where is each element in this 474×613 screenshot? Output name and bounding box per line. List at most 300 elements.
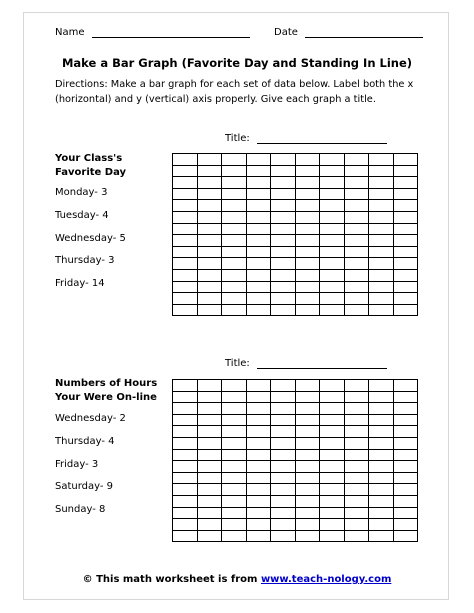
- grid-cell[interactable]: [173, 496, 198, 508]
- grid-cell[interactable]: [173, 450, 198, 462]
- grid-cell[interactable]: [369, 380, 394, 392]
- grid-cell[interactable]: [296, 258, 321, 270]
- grid-cell[interactable]: [394, 484, 419, 496]
- grid-cell[interactable]: [296, 212, 321, 224]
- grid-cell[interactable]: [369, 247, 394, 259]
- grid-cell[interactable]: [320, 282, 345, 294]
- grid-cell[interactable]: [369, 235, 394, 247]
- grid-cell[interactable]: [296, 200, 321, 212]
- grid-cell[interactable]: [247, 450, 272, 462]
- grid-cell[interactable]: [296, 305, 321, 317]
- grid-cell[interactable]: [320, 531, 345, 543]
- grid-cell[interactable]: [345, 189, 370, 201]
- grid-cell[interactable]: [394, 380, 419, 392]
- grid-cell[interactable]: [369, 508, 394, 520]
- grid-cell[interactable]: [173, 531, 198, 543]
- name-field[interactable]: [55, 27, 250, 38]
- grid-cell[interactable]: [222, 212, 247, 224]
- data-item: Thursday- 3: [55, 255, 115, 266]
- grid-cell[interactable]: [247, 438, 272, 450]
- grid-cell[interactable]: [345, 235, 370, 247]
- grid-cell[interactable]: [369, 438, 394, 450]
- grid-cell[interactable]: [345, 426, 370, 438]
- grid-cell[interactable]: [369, 392, 394, 404]
- grid-cell[interactable]: [296, 154, 321, 166]
- grid-cell[interactable]: [394, 531, 419, 543]
- grid-cell[interactable]: [394, 508, 419, 520]
- grid-cell[interactable]: [320, 438, 345, 450]
- grid-cell[interactable]: [271, 496, 296, 508]
- grid-cell[interactable]: [296, 177, 321, 189]
- grid-cell[interactable]: [271, 461, 296, 473]
- grid-cell[interactable]: [345, 438, 370, 450]
- grid-cell[interactable]: [320, 415, 345, 427]
- grid-cell[interactable]: [345, 166, 370, 178]
- grid-cell[interactable]: [394, 200, 419, 212]
- grid-cell[interactable]: [198, 200, 223, 212]
- grid-cell[interactable]: [345, 450, 370, 462]
- grid-cell[interactable]: [320, 189, 345, 201]
- grid-cell[interactable]: [247, 282, 272, 294]
- grid-cell[interactable]: [320, 450, 345, 462]
- grid-cell[interactable]: [369, 177, 394, 189]
- grid-cell[interactable]: [369, 426, 394, 438]
- grid-cell[interactable]: [394, 473, 419, 485]
- grid-cell[interactable]: [247, 154, 272, 166]
- grid-cell[interactable]: [271, 270, 296, 282]
- grid-cell[interactable]: [271, 235, 296, 247]
- grid-cell[interactable]: [173, 258, 198, 270]
- grid-cell[interactable]: [247, 508, 272, 520]
- grid-cell[interactable]: [345, 212, 370, 224]
- grid-cell[interactable]: [296, 270, 321, 282]
- grid-cell[interactable]: [271, 473, 296, 485]
- grid-cell[interactable]: [222, 235, 247, 247]
- grid-cell[interactable]: [222, 224, 247, 236]
- grid-cell[interactable]: [198, 258, 223, 270]
- grid-cell[interactable]: [271, 426, 296, 438]
- grid-cell[interactable]: [198, 426, 223, 438]
- footer-text: © This math worksheet is from: [82, 574, 261, 585]
- grid-cell[interactable]: [369, 473, 394, 485]
- grid-cell[interactable]: [296, 531, 321, 543]
- grid-cell[interactable]: [247, 531, 272, 543]
- grid-cell[interactable]: [345, 496, 370, 508]
- grid-cell[interactable]: [369, 258, 394, 270]
- grid-cell[interactable]: [345, 177, 370, 189]
- grid-cell[interactable]: [320, 519, 345, 531]
- grid-cell[interactable]: [247, 166, 272, 178]
- grid-cell[interactable]: [222, 426, 247, 438]
- grid-cell[interactable]: [320, 380, 345, 392]
- grid-cell[interactable]: [222, 293, 247, 305]
- grid-cell[interactable]: [247, 473, 272, 485]
- grid-cell[interactable]: [247, 461, 272, 473]
- grid-cell[interactable]: [198, 508, 223, 520]
- grid-cell[interactable]: [369, 415, 394, 427]
- grid-cell[interactable]: [271, 305, 296, 317]
- grid-cell[interactable]: [345, 305, 370, 317]
- grid-cell[interactable]: [222, 166, 247, 178]
- graph-grid-2[interactable]: [172, 379, 418, 542]
- grid-cell[interactable]: [271, 224, 296, 236]
- grid-cell[interactable]: [320, 212, 345, 224]
- grid-cell[interactable]: [198, 247, 223, 259]
- grid-cell[interactable]: [247, 415, 272, 427]
- grid-cell[interactable]: [320, 224, 345, 236]
- grid-cell[interactable]: [394, 426, 419, 438]
- grid-cell[interactable]: [394, 177, 419, 189]
- grid-cell[interactable]: [271, 212, 296, 224]
- grid-cell[interactable]: [222, 247, 247, 259]
- grid-cell[interactable]: [222, 200, 247, 212]
- grid-cell[interactable]: [369, 224, 394, 236]
- grid-cell[interactable]: [296, 282, 321, 294]
- grid-cell[interactable]: [296, 403, 321, 415]
- data-item: Thursday- 4: [55, 436, 115, 447]
- grid-cell[interactable]: [320, 473, 345, 485]
- grid-cell[interactable]: [173, 224, 198, 236]
- grid-cell[interactable]: [394, 154, 419, 166]
- grid-cell[interactable]: [247, 270, 272, 282]
- grid-cell[interactable]: [296, 508, 321, 520]
- grid-cell[interactable]: [369, 305, 394, 317]
- grid-cell[interactable]: [320, 154, 345, 166]
- grid-cell[interactable]: [369, 496, 394, 508]
- grid-cell[interactable]: [173, 270, 198, 282]
- grid-cell[interactable]: [320, 426, 345, 438]
- grid-cell[interactable]: [222, 438, 247, 450]
- grid-cell[interactable]: [296, 438, 321, 450]
- grid-cell[interactable]: [296, 496, 321, 508]
- grid-cell[interactable]: [369, 531, 394, 543]
- grid-cell[interactable]: [247, 426, 272, 438]
- grid-cell[interactable]: [345, 258, 370, 270]
- grid-cell[interactable]: [198, 438, 223, 450]
- grid-cell[interactable]: [247, 484, 272, 496]
- grid-cell[interactable]: [247, 189, 272, 201]
- data-heading-line: Your Class's: [55, 153, 123, 164]
- grid-cell[interactable]: [247, 258, 272, 270]
- grid-cell[interactable]: [394, 235, 419, 247]
- grid-cell[interactable]: [271, 519, 296, 531]
- grid-cell[interactable]: [222, 177, 247, 189]
- grid-cell[interactable]: [247, 496, 272, 508]
- grid-cell[interactable]: [198, 531, 223, 543]
- grid-cell[interactable]: [345, 247, 370, 259]
- grid-cell[interactable]: [198, 403, 223, 415]
- grid-cell[interactable]: [173, 282, 198, 294]
- grid-cell[interactable]: [394, 415, 419, 427]
- grid-cell[interactable]: [345, 200, 370, 212]
- grid-cell[interactable]: [198, 415, 223, 427]
- grid-cell[interactable]: [320, 166, 345, 178]
- grid-cell[interactable]: [222, 258, 247, 270]
- graph-title-blank-line[interactable]: [257, 359, 387, 369]
- grid-cell[interactable]: [222, 461, 247, 473]
- grid-cell[interactable]: [173, 212, 198, 224]
- grid-cell[interactable]: [271, 293, 296, 305]
- grid-cell[interactable]: [222, 403, 247, 415]
- grid-cell[interactable]: [198, 450, 223, 462]
- grid-cell[interactable]: [173, 166, 198, 178]
- grid-cell[interactable]: [173, 473, 198, 485]
- grid-cell[interactable]: [173, 247, 198, 259]
- grid-cell[interactable]: [222, 282, 247, 294]
- date-field[interactable]: [274, 27, 423, 38]
- grid-cell[interactable]: [222, 392, 247, 404]
- grid-cell[interactable]: [296, 484, 321, 496]
- grid-cell[interactable]: [320, 200, 345, 212]
- grid-cell[interactable]: [296, 224, 321, 236]
- grid-cell[interactable]: [296, 473, 321, 485]
- grid-cell[interactable]: [320, 177, 345, 189]
- grid-cell[interactable]: [173, 154, 198, 166]
- grid-cell[interactable]: [345, 380, 370, 392]
- grid-cell[interactable]: [394, 282, 419, 294]
- grid-cell[interactable]: [222, 154, 247, 166]
- grid-cell[interactable]: [271, 438, 296, 450]
- grid-cell[interactable]: [247, 212, 272, 224]
- grid-cell[interactable]: [320, 247, 345, 259]
- grid-cell[interactable]: [320, 508, 345, 520]
- grid-cell[interactable]: [198, 177, 223, 189]
- grid-cell[interactable]: [198, 189, 223, 201]
- grid-cell[interactable]: [369, 200, 394, 212]
- grid-cell[interactable]: [345, 403, 370, 415]
- grid-cell[interactable]: [198, 496, 223, 508]
- grid-cell[interactable]: [198, 392, 223, 404]
- grid-cell[interactable]: [296, 293, 321, 305]
- footer-link[interactable]: www.teach-nology.com: [260, 574, 392, 585]
- grid-cell[interactable]: [271, 247, 296, 259]
- grid-cell[interactable]: [394, 450, 419, 462]
- grid-cell[interactable]: [222, 484, 247, 496]
- grid-cell[interactable]: [345, 282, 370, 294]
- grid-cell[interactable]: [369, 189, 394, 201]
- grid-cell[interactable]: [394, 519, 419, 531]
- graph-title-blank-line[interactable]: [257, 134, 387, 144]
- grid-cell[interactable]: [394, 496, 419, 508]
- grid-cell[interactable]: [394, 270, 419, 282]
- grid-cell[interactable]: [247, 177, 272, 189]
- grid-cell[interactable]: [247, 247, 272, 259]
- grid-cell[interactable]: [296, 166, 321, 178]
- grid-cell[interactable]: [198, 235, 223, 247]
- grid-cell[interactable]: [320, 293, 345, 305]
- grid-cell[interactable]: [296, 189, 321, 201]
- date-blank-line[interactable]: [305, 28, 423, 38]
- grid-cell[interactable]: [345, 484, 370, 496]
- grid-cell[interactable]: [296, 519, 321, 531]
- grid-cell[interactable]: [394, 166, 419, 178]
- grid-cell[interactable]: [394, 224, 419, 236]
- grid-cell[interactable]: [222, 473, 247, 485]
- grid-cell[interactable]: [271, 154, 296, 166]
- grid-cell[interactable]: [173, 438, 198, 450]
- grid-cell[interactable]: [394, 212, 419, 224]
- grid-cell[interactable]: [394, 258, 419, 270]
- grid-cell[interactable]: [271, 380, 296, 392]
- grid-cell[interactable]: [271, 166, 296, 178]
- grid-cell[interactable]: [198, 461, 223, 473]
- data-heading-line: Favorite Day: [55, 167, 127, 178]
- grid-cell[interactable]: [247, 403, 272, 415]
- grid-cell[interactable]: [320, 392, 345, 404]
- grid-cell[interactable]: [320, 258, 345, 270]
- grid-cell[interactable]: [173, 403, 198, 415]
- grid-cell[interactable]: [296, 235, 321, 247]
- grid-cell[interactable]: [222, 270, 247, 282]
- grid-cell[interactable]: [198, 380, 223, 392]
- grid-cell[interactable]: [369, 450, 394, 462]
- grid-cell[interactable]: [173, 200, 198, 212]
- grid-cell[interactable]: [173, 177, 198, 189]
- grid-cell[interactable]: [247, 519, 272, 531]
- grid-cell[interactable]: [345, 293, 370, 305]
- grid-cell[interactable]: [173, 380, 198, 392]
- grid-cell[interactable]: [271, 200, 296, 212]
- data-item: Sunday- 8: [55, 504, 106, 515]
- grid-cell[interactable]: [271, 415, 296, 427]
- grid-cell[interactable]: [222, 380, 247, 392]
- grid-cell[interactable]: [320, 270, 345, 282]
- grid-cell[interactable]: [173, 392, 198, 404]
- graph-title-field-2[interactable]: [225, 358, 387, 369]
- grid-cell[interactable]: [198, 473, 223, 485]
- grid-cell[interactable]: [345, 415, 370, 427]
- grid-cell[interactable]: [173, 508, 198, 520]
- grid-cell[interactable]: [345, 461, 370, 473]
- grid-cell[interactable]: [296, 392, 321, 404]
- grid-cell[interactable]: [345, 473, 370, 485]
- grid-cell[interactable]: [271, 508, 296, 520]
- grid-cell[interactable]: [369, 270, 394, 282]
- grid-cell[interactable]: [271, 258, 296, 270]
- grid-cell[interactable]: [198, 166, 223, 178]
- data-heading-2: [55, 377, 157, 405]
- grid-cell[interactable]: [394, 247, 419, 259]
- grid-cell[interactable]: [198, 154, 223, 166]
- grid-cell[interactable]: [320, 484, 345, 496]
- grid-cell[interactable]: [173, 426, 198, 438]
- grid-cell[interactable]: [247, 380, 272, 392]
- grid-cell[interactable]: [271, 403, 296, 415]
- grid-cell[interactable]: [247, 224, 272, 236]
- grid-cell[interactable]: [296, 247, 321, 259]
- grid-cell[interactable]: [369, 403, 394, 415]
- grid-cell[interactable]: [369, 212, 394, 224]
- grid-cell[interactable]: [345, 508, 370, 520]
- grid-cell[interactable]: [247, 293, 272, 305]
- grid-cell[interactable]: [320, 305, 345, 317]
- grid-cell[interactable]: [247, 235, 272, 247]
- graph-title-field-1[interactable]: [225, 133, 387, 144]
- grid-cell[interactable]: [369, 461, 394, 473]
- grid-cell[interactable]: [173, 484, 198, 496]
- grid-cell[interactable]: [271, 531, 296, 543]
- grid-cell[interactable]: [222, 189, 247, 201]
- grid-cell[interactable]: [296, 380, 321, 392]
- name-blank-line[interactable]: [92, 28, 250, 38]
- grid-cell[interactable]: [222, 519, 247, 531]
- grid-cell[interactable]: [345, 270, 370, 282]
- grid-cell[interactable]: [198, 282, 223, 294]
- grid-cell[interactable]: [296, 415, 321, 427]
- grid-cell[interactable]: [198, 519, 223, 531]
- grid-cell[interactable]: [173, 305, 198, 317]
- grid-cell[interactable]: [320, 403, 345, 415]
- grid-cell[interactable]: [271, 392, 296, 404]
- grid-cell[interactable]: [222, 496, 247, 508]
- grid-cell[interactable]: [369, 154, 394, 166]
- grid-cell[interactable]: [173, 461, 198, 473]
- grid-cell[interactable]: [247, 392, 272, 404]
- grid-cell[interactable]: [247, 305, 272, 317]
- grid-cell[interactable]: [271, 177, 296, 189]
- graph-grid-1[interactable]: [172, 153, 418, 316]
- grid-cell[interactable]: [345, 531, 370, 543]
- grid-cell[interactable]: [198, 484, 223, 496]
- grid-cell[interactable]: [198, 212, 223, 224]
- grid-cell[interactable]: [320, 235, 345, 247]
- grid-cell[interactable]: [198, 224, 223, 236]
- grid-cell[interactable]: [173, 293, 198, 305]
- grid-cell[interactable]: [345, 519, 370, 531]
- grid-cell[interactable]: [369, 166, 394, 178]
- grid-cell[interactable]: [222, 415, 247, 427]
- grid-cell[interactable]: [222, 508, 247, 520]
- grid-cell[interactable]: [320, 461, 345, 473]
- grid-cell[interactable]: [198, 305, 223, 317]
- grid-cell[interactable]: [173, 415, 198, 427]
- grid-cell[interactable]: [296, 426, 321, 438]
- grid-cell[interactable]: [222, 305, 247, 317]
- grid-cell[interactable]: [345, 154, 370, 166]
- grid-cell[interactable]: [271, 282, 296, 294]
- grid-cell[interactable]: [173, 519, 198, 531]
- grid-cell[interactable]: [222, 531, 247, 543]
- grid-cell[interactable]: [222, 450, 247, 462]
- grid-cell[interactable]: [369, 282, 394, 294]
- grid-cell[interactable]: [345, 224, 370, 236]
- grid-cell[interactable]: [271, 450, 296, 462]
- name-label: Name: [55, 27, 85, 38]
- worksheet-title: Make a Bar Graph (Favorite Day and Standing In Line): [61, 56, 413, 70]
- grid-cell[interactable]: [345, 392, 370, 404]
- grid-cell[interactable]: [369, 519, 394, 531]
- grid-cell[interactable]: [271, 484, 296, 496]
- grid-cell[interactable]: [394, 438, 419, 450]
- grid-cell[interactable]: [296, 450, 321, 462]
- grid-cell[interactable]: [394, 403, 419, 415]
- grid-cell[interactable]: [320, 496, 345, 508]
- grid-cell[interactable]: [247, 200, 272, 212]
- grid-cell[interactable]: [198, 293, 223, 305]
- grid-cell[interactable]: [369, 484, 394, 496]
- grid-cell[interactable]: [198, 270, 223, 282]
- grid-cell[interactable]: [271, 189, 296, 201]
- grid-cell[interactable]: [369, 293, 394, 305]
- grid-cell[interactable]: [173, 235, 198, 247]
- grid-cell[interactable]: [394, 305, 419, 317]
- grid-cell[interactable]: [394, 392, 419, 404]
- grid-cell[interactable]: [394, 461, 419, 473]
- grid-cell[interactable]: [173, 189, 198, 201]
- grid-cell[interactable]: [296, 461, 321, 473]
- grid-cell[interactable]: [394, 293, 419, 305]
- grid-cell[interactable]: [394, 189, 419, 201]
